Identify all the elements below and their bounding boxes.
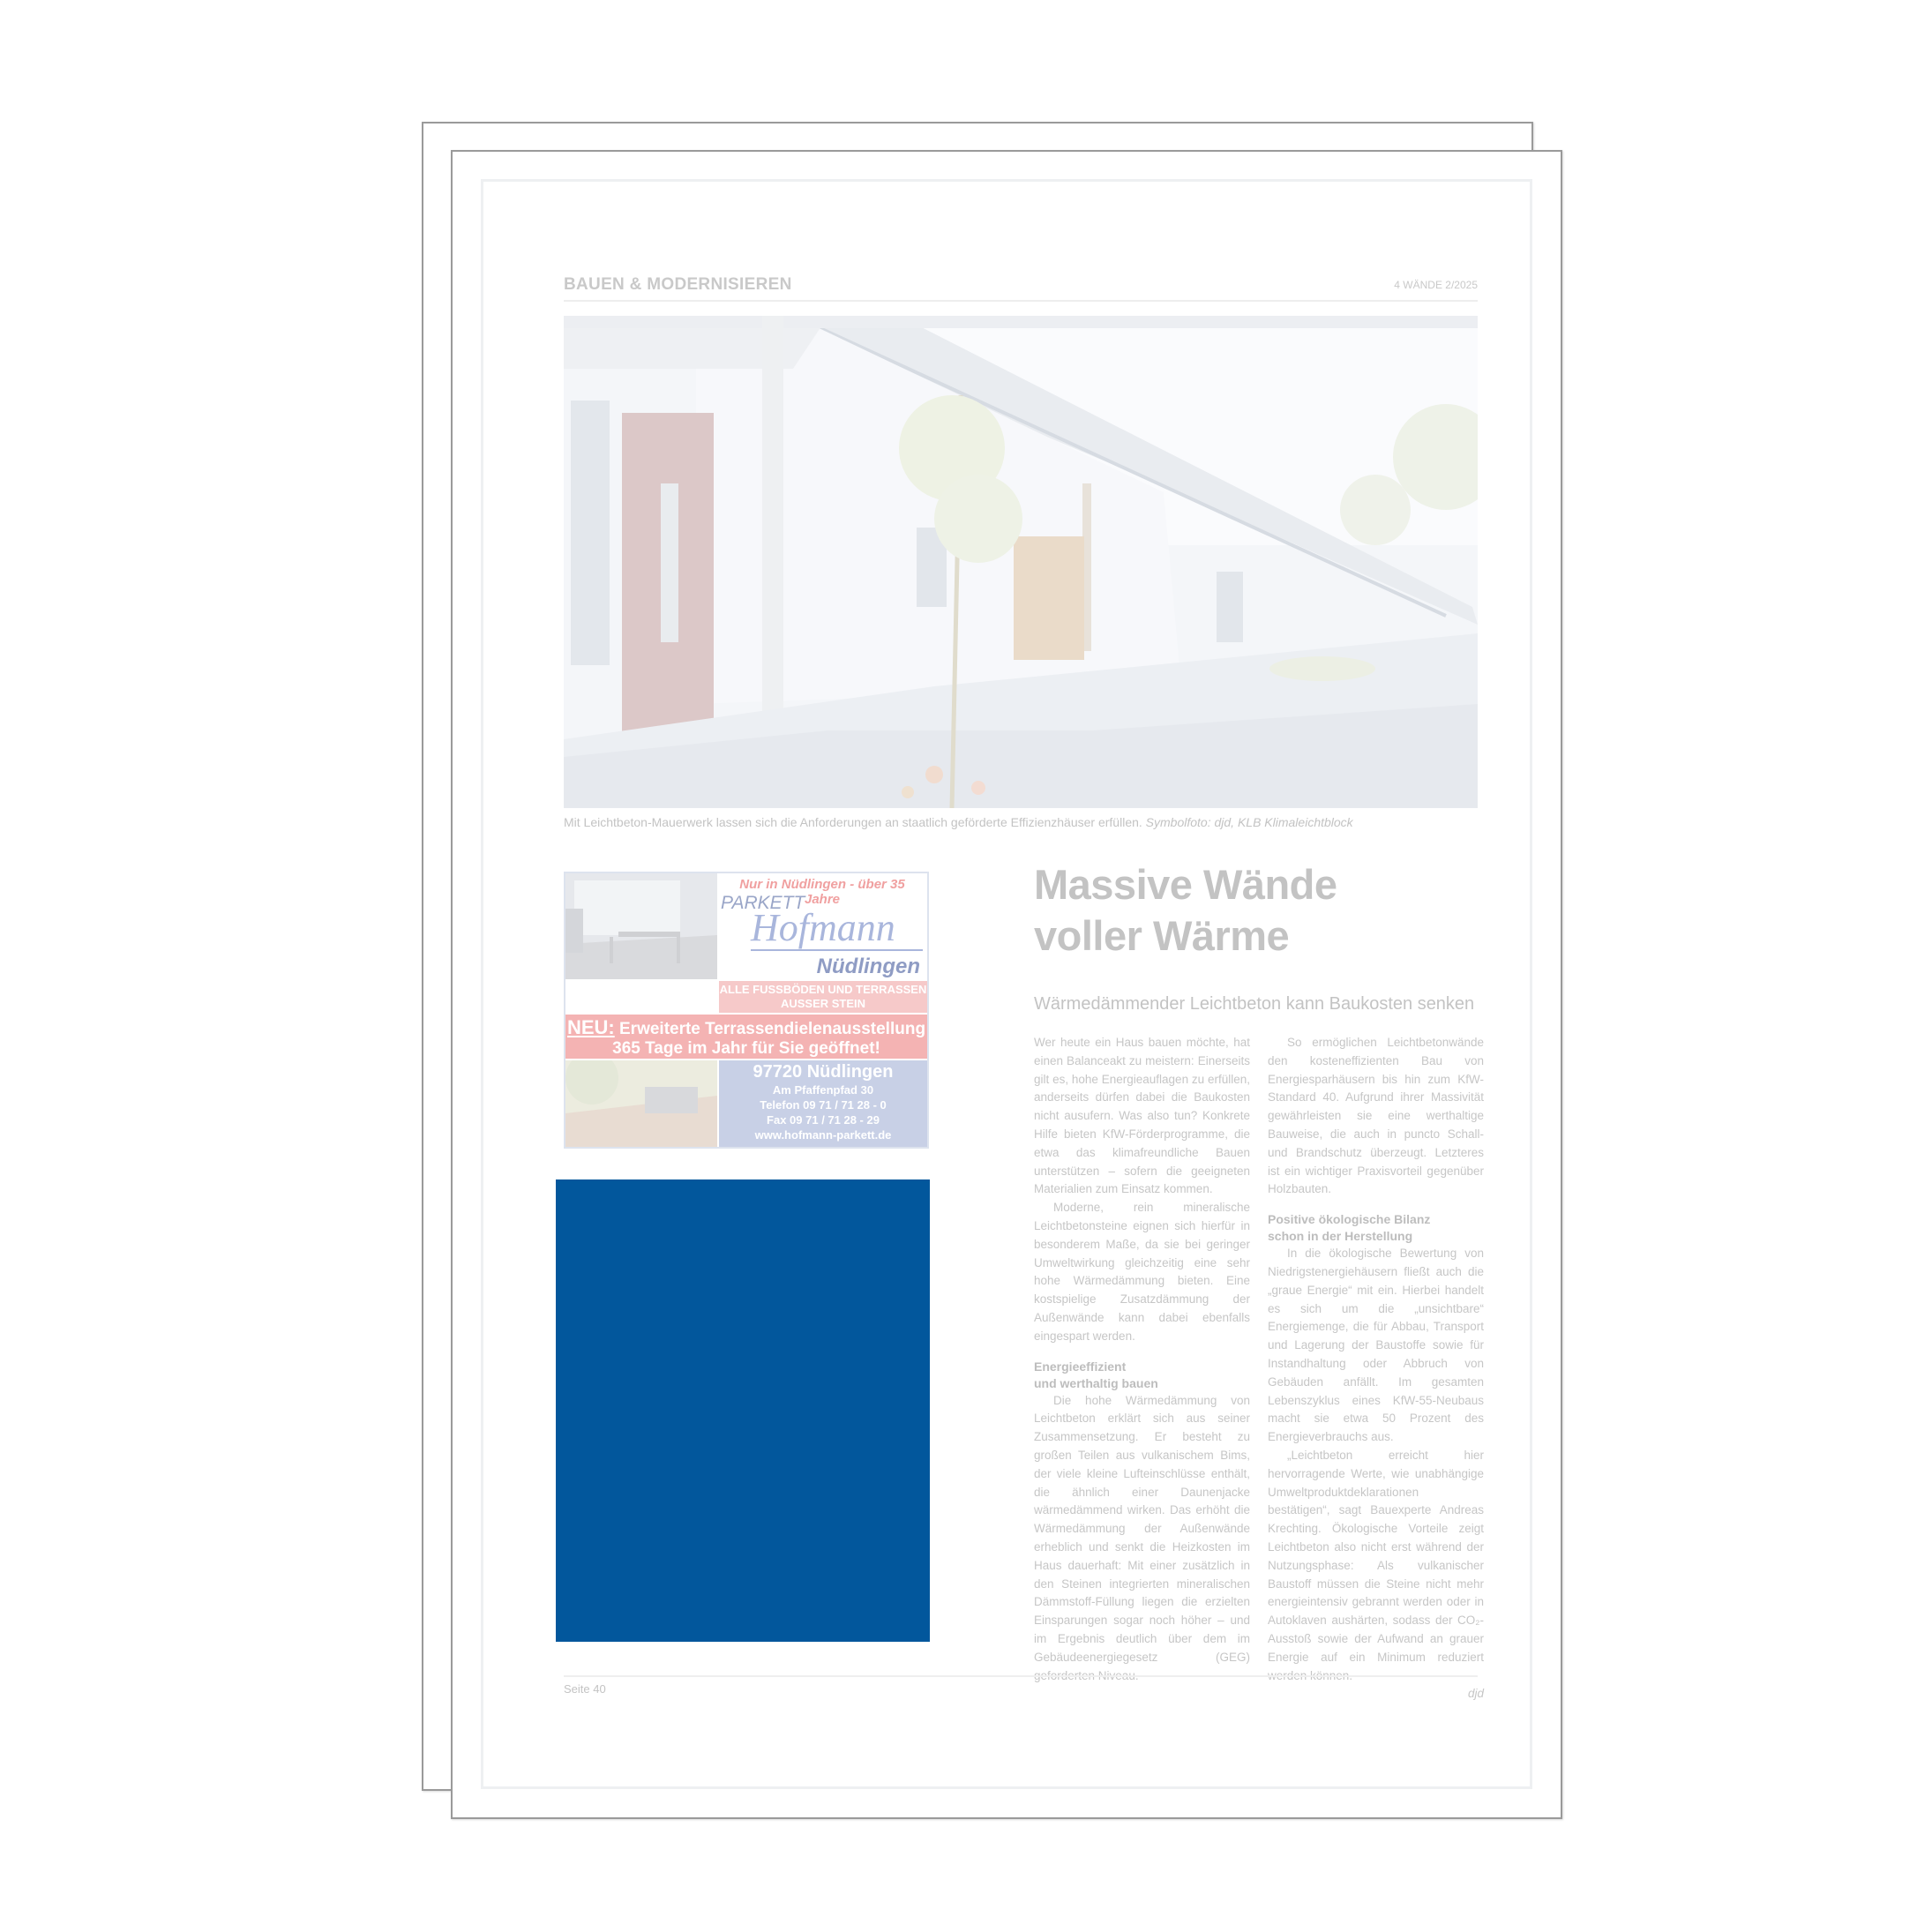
advertisement-hofmann[interactable] [564,872,929,1149]
ad-floor-band: ALLE FUSSBÖDEN UND TERRASSEN AUSSER STEIN [719,981,927,1013]
ad-deck-photo [565,1060,717,1147]
ad-slogan: Nur in Nüdlingen - über 35 Jahre [739,877,905,907]
paragraph-4: So ermöglichen Leichtbetonwände den kosteneffizienten Bau von Energiesparhäusern bis hin zum KfW-Standard 40. Aufgrund ihrer Massivität gewährleisten sie eine werthaltige Bauweise, die auch in puncto Schall- und Brandschutz überzeugt. Letzteres ist ein wichtiger Praxisvorteil gegenüber Holzbauten. [1268,1036,1484,1196]
blue-ad-placeholder [556,1179,930,1642]
issue-label: 4 WÄNDE 2/2025 [1394,279,1478,291]
footer-rule [564,1675,1478,1677]
ad-parkett-label: PARKETT [721,893,805,913]
paragraph-1: Wer heute ein Haus bauen möchte, hat einen Balanceakt zu meistern: Einerseits gilt es, hohe Energieauflagen zu erfüllen, anderseits dürfen dabei die Baukosten nicht ausufern. Was also tun? Konkrete Hilfe bieten KfW-Förderprogramme, die etwa das klimafreundliche Bauen unterstützen – sofern die geeigneten Materialien zum Einsatz kommen. [1034,1036,1250,1196]
paragraph-6: „Leichtbeton erreicht hier hervorragende Werte, wie unabhängige Umweltproduktdeklarationen bestätigen“, sagt Bauexperte Andreas Krechting. Ökologische Vorteile zeigt Leichtbeton also nicht erst während der Nutzungsphase: Als vulkanischer Baustoff müssen die Steine nicht mehr energieintensiv gebrannt werden oder in Autoklaven aushärten, sodass der CO₂-Ausstoß sowie der Aufwand an grauer Energie auf ein Minimum reduziert [1268,1448,1484,1664]
subheading-1 [1034,1359,1250,1392]
paragraph-3: Die hohe Wärmedämmung von Leichtbeton erklärt sich aus seiner Zusammensetzung. Er besteht zu großen Teilen aus vulkanischem Bims, der viele kleine Lufteinschlüsse enthält, die ähnlich einer Daunenjacke wärmedämmend wirken. Das erhöht die Wärmedämmung der Außenwände erheblich und senkt die Heizkosten im Haus dauerhaft: Mit einer zusätzlich in den Steinen integrierten mineralischen Dämmstoff-Füllung liegen die erzielten Einsparungen sogar noch höher – und im Ergebnis deutlich über dem im Gebäudeenergiegesetz (GEG) [1034,1393,1250,1664]
article-column-2 [1268,1034,1484,1704]
subheading-2-line-1: Positive ökologische Bilanz [1268,1212,1431,1227]
article-column-1 [1034,1034,1250,1685]
page-header [564,275,1478,302]
photo-credit: Symbolfoto: djd, KLB Klimaleichtblock [1145,815,1353,829]
photo-caption [564,815,1478,829]
ad-street: Am Pfaffenpfad 30 [772,1083,874,1097]
house-photo [564,316,1478,808]
section-label: BAUEN & MODERNISIEREN [564,275,792,294]
title-line-1: Massive Wände [1034,861,1337,908]
ad-fax: Fax 09 71 / 71 28 - 29 [767,1113,880,1127]
subheading-1-line-2: und werthaltig bauen [1034,1375,1158,1390]
page-number: Seite 40 [564,1682,606,1696]
article-subtitle: Wärmedämmender Leichtbeton kann Baukosten senken [1034,994,1475,1014]
paragraph-2: Moderne, rein mineralische Leichtbetonsteine eignen sich hierfür in besonderem Maße, da sie bei geringer Umweltwirkung gleichzeitig eine sehr hohe Wärmedämmung bieten. Eine kostspielige Zusatzdämmung der Außenwände kann dabei ebenfalls eingespart werden. [1034,1201,1250,1343]
ad-zip-city: 97720 Nüdlingen [753,1062,894,1082]
subheading-2-line-2: schon in der Herstellung [1268,1229,1413,1244]
ad-logo-underline [751,949,923,951]
article-title [1034,859,1493,962]
ad-news-band [565,1015,927,1059]
magazine-page [451,150,1562,1819]
page-content [453,152,1561,1817]
ad-neu-label: NEU: [566,1016,615,1038]
ad-town: Nüdlingen [816,955,920,978]
ad-opening-text: 365 Tage im Jahr für Sie geöffnet! [612,1039,880,1058]
paragraph-5: In die ökologische Bewertung von Niedrigstenergiehäusern fließt auch die „graue Energie“ mit ein. Hierbei handelt es sich um die „unsichtbare“ Energiemenge, die für Abbau, Transport und Lagerung der Baustoffe sowie für Instandhaltung oder Abbruch von Gebäuden anfällt. Im gesamten Lebenszyklus eines KfW-55-Neubaus macht sie etwa 50 Prozent des Energieverbrauchs aus. [1268,1247,1484,1444]
ad-news-line1 [565,1018,927,1039]
ad-phone: Telefon 09 71 / 71 28 - 0 [760,1098,887,1112]
title-line-2: voller Wärme [1034,912,1290,959]
ad-contact-box [719,1060,927,1147]
subheading-2 [1268,1211,1484,1245]
ad-exhibition-text: Erweiterte Terrassendielenausstellung [619,1020,926,1038]
author-signature: djd [1467,1687,1484,1701]
ad-terrace-photo [565,873,717,979]
ad-brand-logo: Hofmann [751,906,895,949]
caption-text: Mit Leichtbeton-Mauerwerk lassen sich die Anforderungen an staatlich geförderte Effizienzhäuser erfüllen. [564,815,1142,829]
subheading-1-line-1: Energieeffizient [1034,1359,1127,1374]
ad-website[interactable]: www.hofmann-parkett.de [754,1128,892,1142]
